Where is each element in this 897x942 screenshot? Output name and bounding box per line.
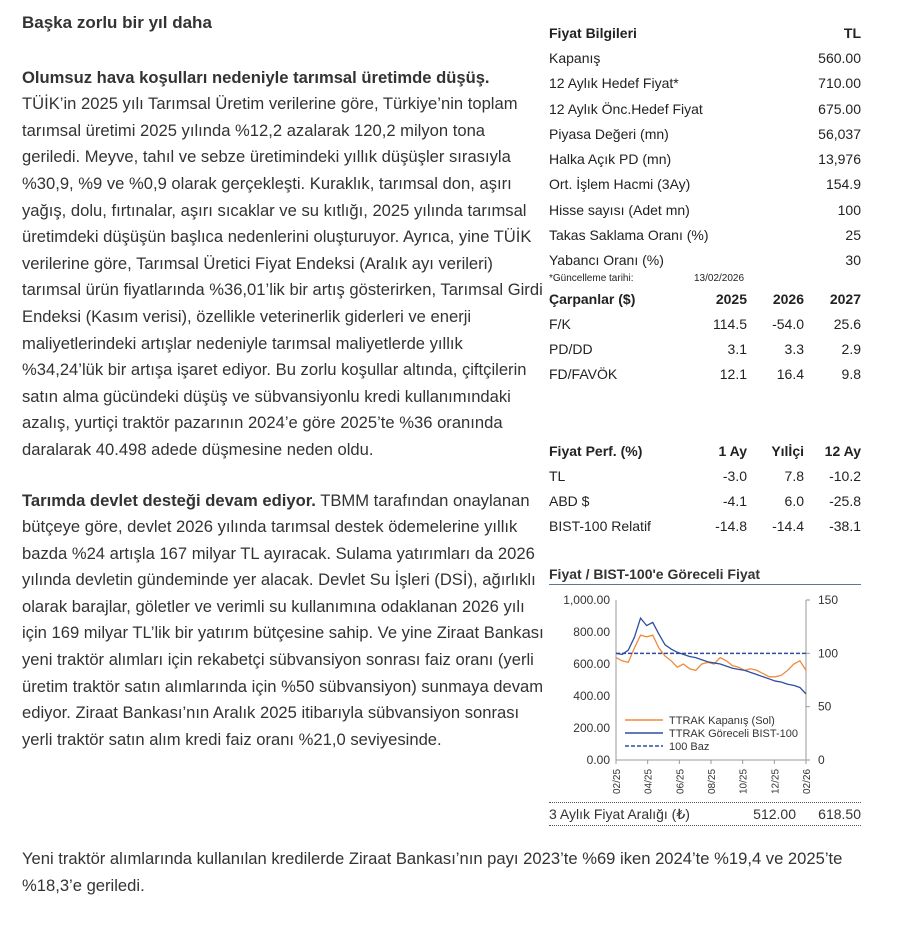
multiples-header-cell: 2026 — [772, 291, 804, 308]
price-info-row — [549, 121, 861, 146]
price-range-row — [549, 802, 861, 826]
performance-header — [549, 439, 861, 464]
y-left-tick-label: 800.00 — [573, 625, 610, 639]
performance-row — [549, 514, 861, 539]
row-label: Piyasa Değeri (mn) — [549, 125, 669, 142]
row-label: Yabancı Oranı (%) — [549, 252, 664, 269]
performance-cell: 6.0 — [784, 493, 804, 510]
x-tick-label: 12/25 — [770, 768, 782, 794]
performance-cell: ABD $ — [549, 493, 590, 510]
multiples-header-cell: 2027 — [829, 291, 861, 308]
row-value: 25 — [845, 227, 861, 244]
y-left-tick-label: 200.00 — [573, 721, 610, 735]
price-info-row — [549, 146, 861, 171]
multiples-row — [549, 362, 861, 387]
row-label: Takas Saklama Oranı (%) — [549, 227, 709, 244]
multiples-cell: 12.1 — [719, 366, 747, 383]
performance-cell: -14.8 — [715, 518, 747, 535]
x-tick-label: 10/25 — [738, 768, 750, 794]
range-low: 512.00 — [753, 806, 796, 822]
row-label: Kapanış — [549, 49, 601, 66]
row-label: Halka Açık PD (mn) — [549, 151, 672, 168]
multiples-cell: 3.1 — [727, 341, 747, 358]
multiples-row — [549, 337, 861, 362]
paragraph-2-lead: Tarımda devlet desteği devam ediyor. — [22, 490, 316, 510]
multiples-header — [549, 287, 861, 312]
row-value: 154.9 — [825, 176, 861, 193]
row-label: 12 Aylık Önc.Hedef Fiyat — [549, 100, 703, 117]
price-info-row — [549, 71, 861, 96]
performance-header-cell: Fiyat Perf. (%) — [549, 443, 643, 460]
y-left-tick-label: 400.00 — [573, 689, 610, 703]
y-right-tick-label: 50 — [818, 699, 832, 714]
price-info-panel — [549, 20, 861, 539]
y-left-tick-label: 0.00 — [586, 753, 610, 767]
multiples-header-cell: Çarpanlar ($) — [549, 291, 636, 308]
range-high: 618.50 — [818, 806, 861, 822]
multiples-header-cell: 2025 — [715, 291, 747, 308]
legend-label: TTRAK Göreceli BIST-100 — [669, 728, 798, 740]
price-info-row — [549, 45, 861, 70]
article-title: Başka zorlu bir yıl daha — [22, 13, 212, 32]
multiples-cell: F/K — [549, 316, 571, 333]
row-label: Hisse sayısı (Adet mn) — [549, 201, 690, 218]
row-value: 30 — [845, 252, 861, 269]
performance-header-cell: Yılİçi — [771, 443, 804, 460]
performance-row — [549, 464, 861, 489]
x-tick-label: 02/25 — [612, 768, 623, 794]
performance-header-cell: 12 Ay — [824, 443, 861, 460]
row-value: 100 — [837, 201, 861, 218]
paragraph-1-text: TÜİK’in 2025 yılı Tarımsal Üretim verilerine göre, Türkiye’nin toplam tarımsal üretimi 2025 yılında %12,2 azalarak 120,2 milyon tona geriledi. Meyve, tahıl ve sebze üretimindeki yıllık düşüşler sırasıyla %30,9, %9 ve %0,9 olarak gerçekleşti. Kuraklık, tarımsal don, aşırı yağış, dolu, fırtınalar, aşırı sıcaklar ve su kıtlığı, 2025 yılında tarımsal üretimdeki düşüşün başlıca nedenlerini oluşturuyor. Ayrıca, yine TÜİK verilerine göre, Tarımsal Üretici Fiyat Endeksi (Aralık ayı verileri) tarımsal ürün fiyatlarında %36,01’lik bir artış gösterirken, Tarımsal Girdi Endeksi (Kasım verisi), özellikle veterinerlik giderleri ve enerji maliyetlerindeki artışlar nedeniyle tarımsal maliyetlerde yıllık %34,24’lük bir artışa işaret ediyor. Bu zorlu koşullar altında, çiftçilerin satın alma gücündeki düşüş ve sübvansiyonlu kredi kullanımındaki azalış, yurtiçi traktör pazarının 2024’e göre 2025’te %36 oranında daralarak 40.498 adede düşmesine neden oldu. — [22, 94, 543, 459]
price-info-row — [549, 96, 861, 121]
multiples-cell: 16.4 — [776, 366, 804, 383]
x-tick-label: 06/25 — [675, 768, 687, 794]
article — [22, 10, 544, 777]
row-value: 675.00 — [818, 100, 861, 117]
y-right-tick-label: 100 — [818, 646, 839, 661]
paragraph-2 — [22, 488, 544, 754]
paragraph-2-text: TBMM tarafından onaylanan bütçeye göre, devlet 2026 yılında tarımsal destek ödemelerine yıllık bazda %24 artışla 167 milyar TL ayıracak. Sulama yatırımları da 2026 yılında devletin gündeminde yer alacak. Devlet Su İşleri (DSİ), ağırlıklı olarak barajlar, göletler ve verimli su kullanımına odaklanan 2026 yılı için 169 milyar TL’lik bir yatırım bütçesine sahip. Ve yine Ziraat Bankası yeni traktör alımları için rekabetçi sübvansiyon sonrası faiz oranı (yerli üretim traktör satın alımlarında için %50 sübvansiyon) sunmaya devam ediyor. Ziraat Bankası’nın Aralık 2025 itibarıyla sübvansiyon sonrası yerli traktör satın alım kredi faiz oranı %21,0 seviyesinde. — [22, 490, 544, 749]
update-note — [549, 273, 861, 287]
performance-cell: -4.1 — [722, 493, 747, 510]
row-label: Ort. İşlem Hacmi (3Ay) — [549, 176, 691, 193]
price-info-row — [549, 248, 861, 273]
row-label: 12 Aylık Hedef Fiyat* — [549, 75, 679, 92]
multiples-cell: 2.9 — [841, 341, 861, 358]
y-right-tick-label: 150 — [818, 593, 839, 607]
performance-cell: BIST-100 Relatif — [549, 518, 651, 535]
row-value: 560.00 — [818, 49, 861, 66]
multiples-cell: 9.8 — [841, 366, 861, 383]
paragraph-2-tail: Yeni traktör alımlarında kullanılan kredilerde Ziraat Bankası’nın payı 2023’te %69 iken 2024’te %19,4 ve 2025’te %18,3’e geriledi. — [22, 849, 843, 895]
update-label: *Güncelleme tarihi: — [549, 272, 634, 284]
row-value: 710.00 — [818, 75, 861, 92]
series-line-1 — [616, 618, 806, 694]
multiples-cell: -54.0 — [772, 316, 804, 333]
row-value: 56,037 — [818, 125, 861, 142]
multiples-cell: PD/DD — [549, 341, 593, 358]
range-label: 3 Aylık Fiyat Aralığı (₺) — [549, 805, 690, 822]
x-tick-label: 08/25 — [707, 768, 718, 794]
performance-cell: -14.4 — [772, 518, 804, 535]
row-value: 13,976 — [818, 151, 861, 168]
price-info-header — [549, 20, 861, 45]
performance-cell: -25.8 — [829, 493, 861, 510]
price-chart — [545, 590, 865, 800]
y-left-tick-label: 600.00 — [573, 657, 610, 671]
multiples-row — [549, 312, 861, 337]
legend-label: TTRAK Kapanış (Sol) — [669, 715, 775, 727]
performance-cell: -3.0 — [722, 468, 747, 485]
performance-row — [549, 489, 861, 514]
price-info-row — [549, 172, 861, 197]
multiples-cell: FD/FAVÖK — [549, 366, 618, 383]
multiples-cell: 114.5 — [713, 316, 747, 333]
chart-title: Fiyat / BIST-100'e Göreceli Fiyat — [549, 566, 861, 585]
performance-cell: -38.1 — [829, 518, 861, 535]
paragraph-1 — [22, 65, 544, 464]
y-left-tick-label: 1,000.00 — [563, 593, 610, 607]
price-info-title: Fiyat Bilgileri — [549, 24, 637, 41]
currency: TL — [843, 24, 861, 41]
performance-cell: 7.8 — [784, 468, 804, 485]
multiples-cell: 25.6 — [833, 316, 861, 333]
performance-cell: TL — [549, 468, 566, 485]
performance-header-cell: 1 Ay — [718, 443, 747, 460]
paragraph-1-lead: Olumsuz hava koşulları nedeniyle tarımsal üretimde düşüş. — [22, 67, 490, 87]
multiples-cell: 3.3 — [784, 341, 804, 358]
x-tick-label: 02/26 — [802, 768, 813, 794]
price-info-row — [549, 197, 861, 222]
update-date: 13/02/2026 — [694, 272, 745, 284]
y-right-tick-label: 0 — [818, 753, 825, 767]
x-tick-label: 04/25 — [643, 768, 655, 794]
legend-label: 100 Baz — [669, 741, 710, 753]
price-info-row — [549, 222, 861, 247]
series-line-0 — [616, 635, 806, 677]
performance-cell: -10.2 — [829, 468, 861, 485]
